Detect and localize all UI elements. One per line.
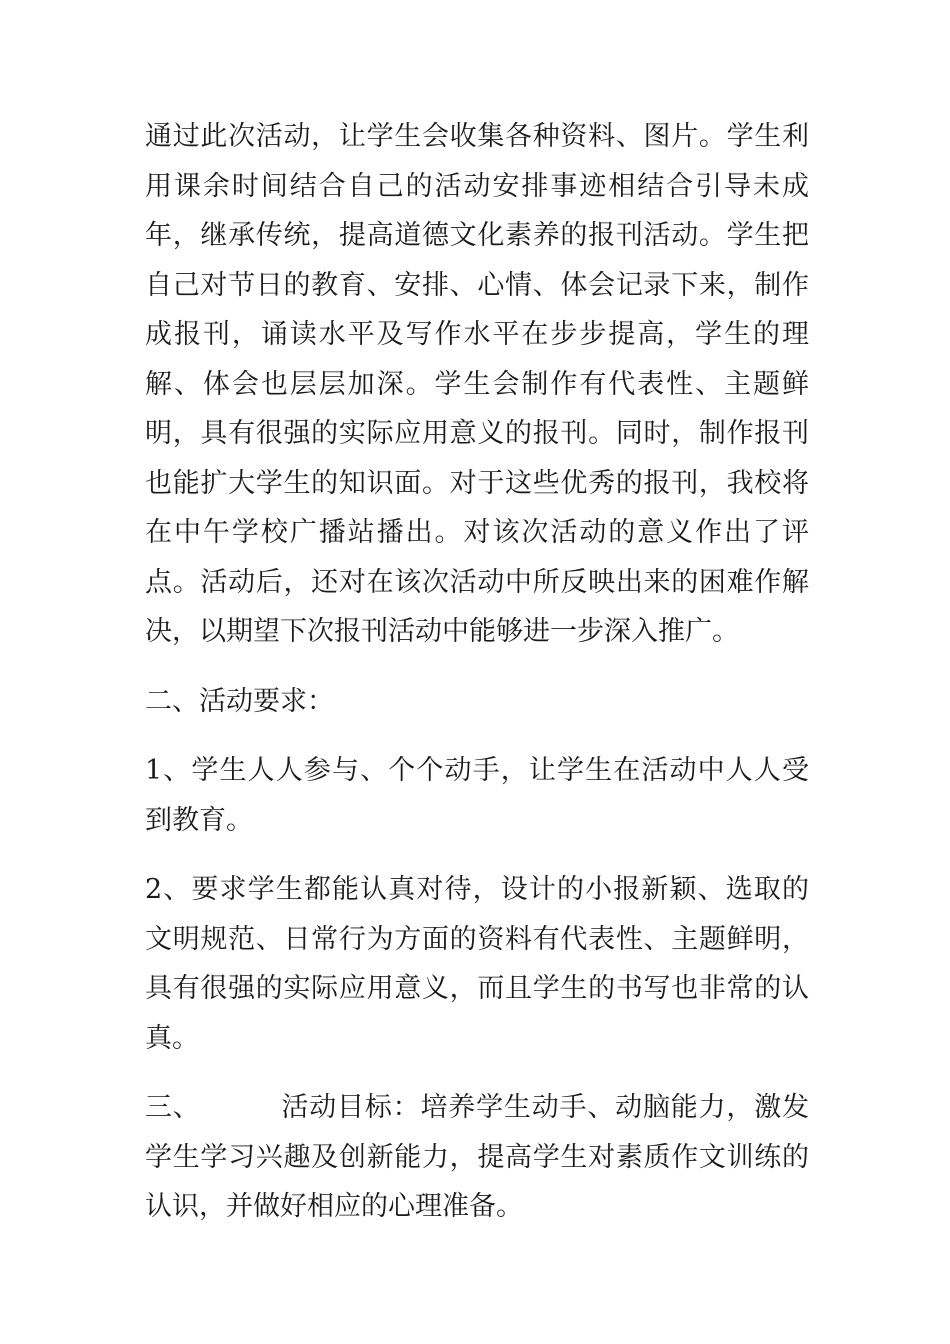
section-three-number: 三、 [145, 1092, 201, 1123]
requirement-item-1: 1、学生人人参与、个个动手，让学生在活动中人人受到教育。 [145, 755, 809, 836]
document-body [145, 112, 809, 1232]
intro-paragraph: 通过此次活动，让学生会收集各种资料、图片。学生利用课余时间结合自己的活动安排事迹相结合引导未成年，继承传统，提高道德文化素养的报刊活动。学生把自己对节日的教育、安排、心情、体会记录下来，制作成报刊，诵读水平及写作水平在步步提高，学生的理解、体会也层层加深。学生会制作有代表性、主题鲜明，具有很强的实际应用意义的报刊。同时，制作报刊也能扩大学生的知识面。对于这些优秀的报刊，我校将在中午学校广播站播出。对该次活动的意义作出了评点。活动后，还对在该次活动中所反映出来的困难作解决，以期望下次报刊活动中能够进一步深入推广。 [145, 121, 809, 647]
section-three-text: 活动目标：培养学生动手、动脑能力，激发学生学习兴趣及创新能力，提高学生对素质作文训练的认识，并做好相应的心理准备。 [145, 1092, 810, 1222]
requirement-item-2: 2、要求学生都能认真对待，设计的小报新颖、选取的文明规范、日常行为方面的资料有代表性、主题鲜明，具有很强的实际应用意义，而且学生的书写也非常的认真。 [145, 874, 809, 1054]
section-three-paragraph [145, 1083, 809, 1232]
section-two-heading: 二、活动要求： [145, 685, 334, 717]
